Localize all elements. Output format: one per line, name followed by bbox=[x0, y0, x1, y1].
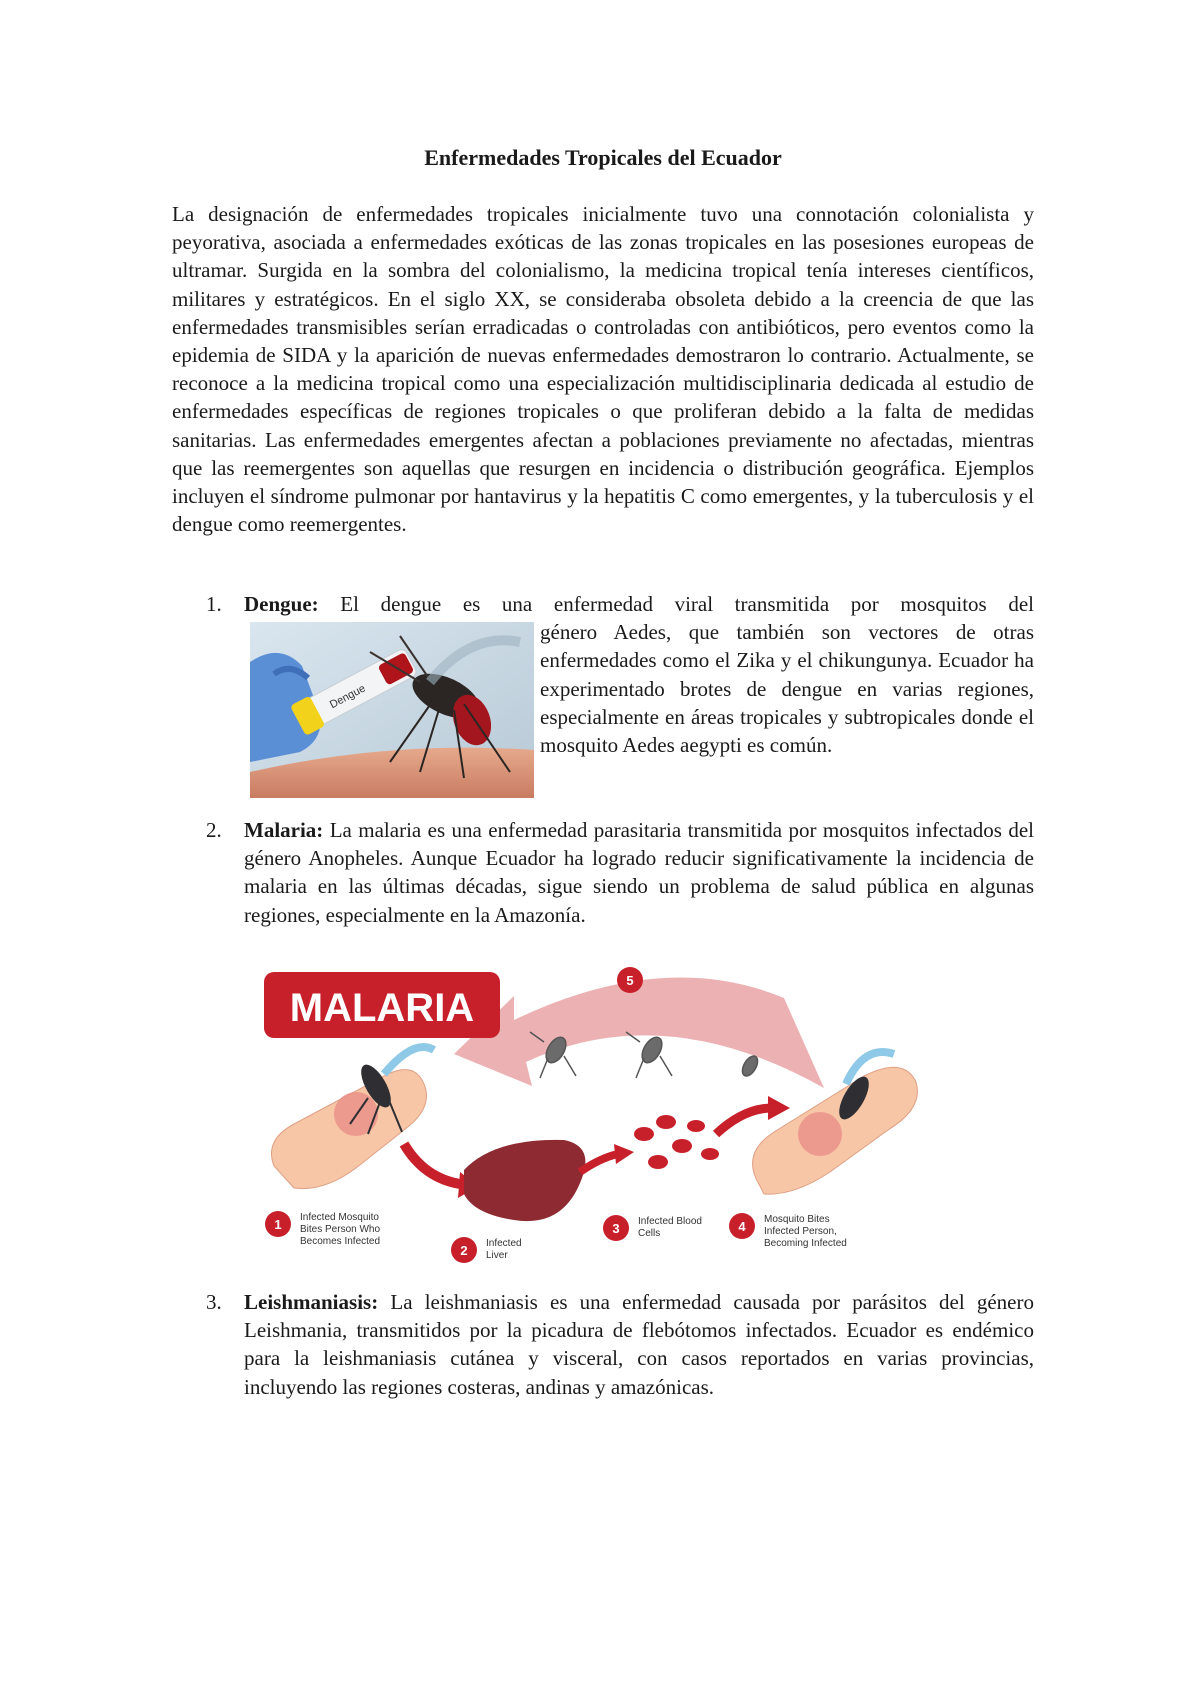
step-2-number: 2 bbox=[460, 1243, 468, 1258]
malaria-banner-text: MALARIA bbox=[289, 986, 475, 1030]
list-number: 1. bbox=[206, 592, 222, 616]
list-item-body bbox=[244, 816, 1034, 929]
step-1 bbox=[265, 1211, 380, 1247]
step-4-label: Mosquito Bites bbox=[764, 1214, 830, 1225]
leishmaniasis-description: La leishmaniasis es una enfermedad causada por parásitos del género Leishmania, transmitidos por la picadura de flebótomos infectados. Ecuador es endémico para la leishmaniasis cutánea y visceral, con casos reportados en varias provincias, incluyendo las regiones costeras, andinas y amazónicas. bbox=[244, 1290, 1034, 1399]
step-1-label: Bites Person Who bbox=[300, 1224, 381, 1235]
document-title: Enfermedades Tropicales del Ecuador bbox=[424, 145, 782, 170]
step-1-number: 1 bbox=[274, 1217, 282, 1232]
step-5-number: 5 bbox=[626, 973, 634, 988]
blood-cells-icon bbox=[634, 1115, 719, 1169]
dengue-first-line bbox=[244, 590, 1034, 618]
dengue-wrap bbox=[244, 618, 1034, 818]
step-2 bbox=[451, 1237, 522, 1263]
list-number: 2. bbox=[206, 818, 222, 842]
list-item-body bbox=[244, 590, 1034, 818]
step-3-label: Cells bbox=[638, 1228, 661, 1239]
intro-paragraph: La designación de enfermedades tropicales inicialmente tuvo una connotación colonialista y peyorativa, asociada a enfermedades exóticas de las zonas tropicales en las posesiones europeas de ultramar. Surgida en la sombra del colonialismo, la medicina tropical tenía intereses científicos, militares y estratégicos. En el siglo XX, se consideraba obsoleta debido a la creencia de que las enfermedades transmisibles serían erradicadas o controladas con antibióticos, pero eventos como la epidemia de SIDA y la aparición de nuevas enfermedades demostraron lo contrario. Actualmente, se reconoce a la medicina tropical como una especialización multidisciplinaria dedicada al estudio de enfermedades específicas de regiones tropicales o que proliferan debido a la falta de medidas sanitarias. Las enfermedades emergentes afectan a poblaciones previamente no afectadas, mientras que las reemergentes son aquellas que resurgen en incidencia o distribución geográfica. Ejemplos incluyen el síndrome pulmonar por hantavirus y la hepatitis C como emergentes, y la tuberculosis y el dengue como reemergentes. bbox=[172, 202, 1034, 537]
step-3-number: 3 bbox=[612, 1221, 620, 1236]
step-4-label: Becoming Infected bbox=[764, 1238, 847, 1249]
malaria-lifecycle-figure bbox=[264, 958, 936, 1274]
term-label: Leishmaniasis: bbox=[244, 1290, 379, 1314]
tube-label: Dengue bbox=[327, 682, 368, 712]
step-4 bbox=[729, 1213, 847, 1249]
step-4-label: Infected Person, bbox=[764, 1226, 837, 1237]
term-label: Dengue: bbox=[244, 592, 319, 616]
step-3-label: Infected Blood bbox=[638, 1216, 702, 1227]
step-1-label: Becomes Infected bbox=[300, 1236, 381, 1247]
step-4-number: 4 bbox=[738, 1219, 746, 1234]
malaria-description: La malaria es una enfermedad parasitaria transmitida por mosquitos infectados del género Anopheles. Aunque Ecuador ha logrado reducir significativamente la incidencia de malaria en las últimas décadas, sigue siendo un problema de salud pública en algunas regiones, especialmente en la Amazonía. bbox=[244, 818, 1034, 927]
dengue-mosquito-image bbox=[250, 622, 534, 798]
list-number: 3. bbox=[206, 1290, 222, 1314]
step-2-label: Infected bbox=[486, 1238, 522, 1249]
dengue-description: género Aedes, que también son vectores de otras enfermedades como el Zika y el chikungunya. Ecuador ha experimentado brotes de dengue en varias regiones, especialmente en áreas tropicales y subtropicales donde el mosquito Aedes aegypti es común. bbox=[540, 620, 1034, 758]
dengue-lead-text: El dengue es una enfermedad viral transmitida por mosquitos del bbox=[340, 592, 1035, 616]
list-item-body bbox=[244, 1288, 1034, 1401]
term-label: Malaria: bbox=[244, 818, 324, 842]
step-2-label: Liver bbox=[486, 1250, 508, 1261]
liver-icon bbox=[464, 1140, 585, 1221]
step-1-label: Infected Mosquito bbox=[300, 1212, 379, 1223]
step-3 bbox=[603, 1215, 702, 1241]
